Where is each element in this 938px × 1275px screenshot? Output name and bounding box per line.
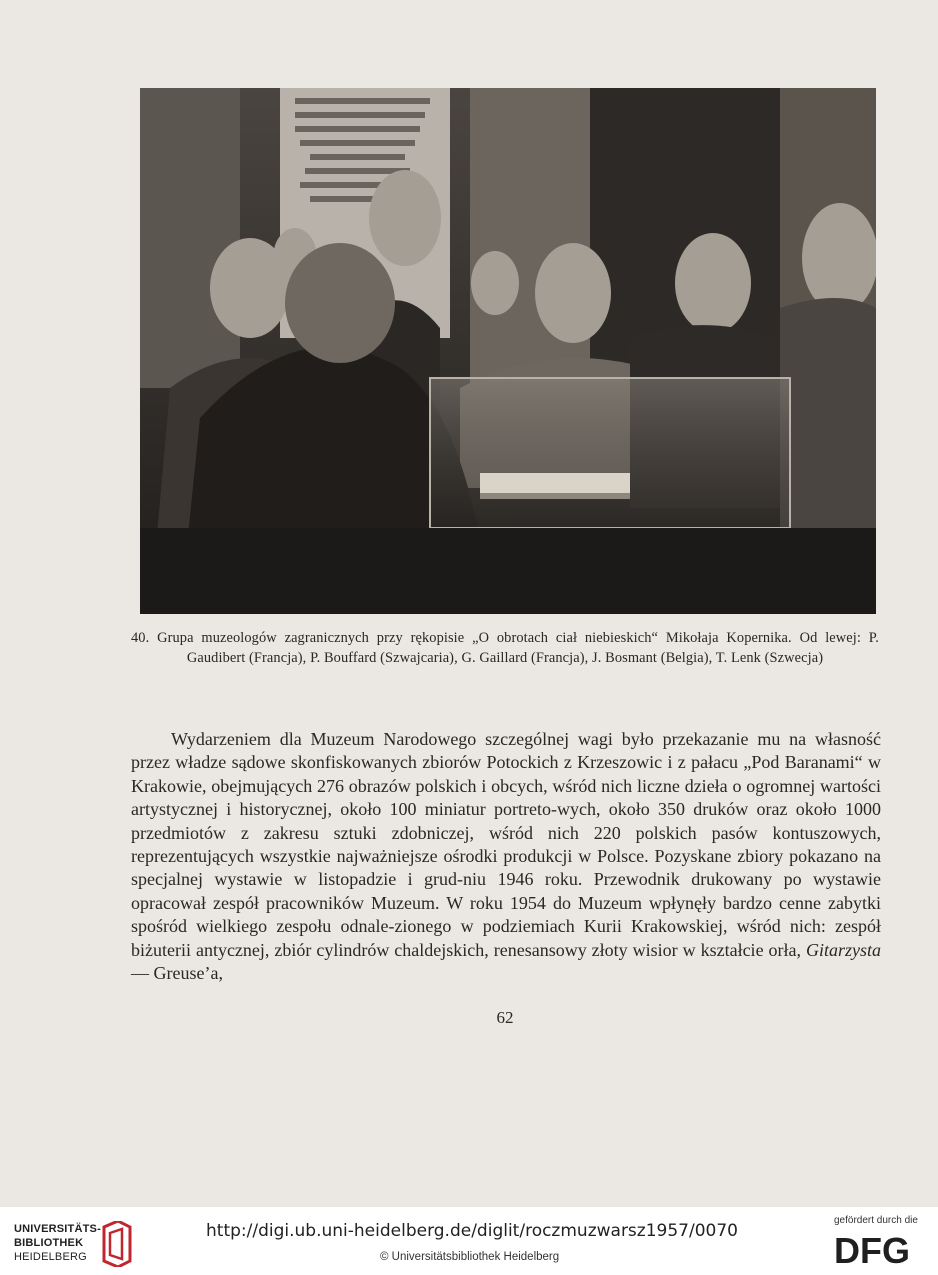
photo-caption: 40. Grupa muzeologów zagranicznych przy rękopisie „O obrotach ciał niebieskich“ Mikołaja Kopernika. Od lewej: P. Gaudibert (Francja), P. Bouffard (Szwajcaria), G. Gaillard (Francja), J. Bosmant (Belgia), T. Lenk (Szwecja) [131,630,879,666]
library-name-line3: HEIDELBERG [14,1251,87,1263]
digitization-footer [0,1207,938,1275]
paragraph-text-end: — Greuse’a, [131,963,223,984]
photo-illustration [140,88,876,614]
library-name-line1: UNIVERSITÄTS- [14,1223,101,1235]
display-case [430,378,790,528]
library-name-line2: BIBLIOTHEK [14,1237,84,1249]
dfg-logo-icon [834,1231,924,1267]
dfg-sponsor-logo[interactable] [834,1215,924,1267]
permalink-url[interactable]: http://digi.ub.uni-heidelberg.de/diglit/roczmuzwarsz1957/0070 [206,1221,738,1241]
library-emblem-icon [100,1221,134,1267]
paragraph-text: Wydarzeniem dla Muzeum Narodowego szczególnej wagi było przekazanie mu na własność przez władze sądowe skonfiskowanych zbiorów Potockich z Krzeszowic i z pałacu „Pod Baranami“ w Krakowie, obejmujących 276 obrazów polskich i obcych, wśród nich liczne dzieła o ogromnej wartości artystycznej i historycznej, około 100 miniatur portreto-wych, około 350 druków oraz około 1000 przedmiotów z zakresu sztuki zdobniczej, wśród nich 220 polskich pasów kontuszowych, reprezentujących wszystkie najważniejsze ośrodki produkcji w Polsce. Pozyskane zbiory pokazano na specjalnej wystawie w listopadzie i grud-niu 1946 roku. Przewodnik drukowany po wystawie opracował zespół pracowników Muzeum. W roku 1954 do Muzeum wpłynęły bardzo cenne zabytki spośród wielkiego zespołu odnale-zionego w podziemiach Kurii Krakowskiej, wśród nich: zespół biżuterii antycznej, zbiór cylindrów chaldejskich, renesansowy złoty wisior w kształcie orła, [131,729,881,960]
page-number: 62 [496,1008,514,1027]
museum-group-photo [140,88,876,614]
artwork-title: Gitarzysta [805,939,881,960]
copyright-notice: © Universitätsbibliothek Heidelberg [380,1251,560,1263]
sponsor-text: gefördert durch die [834,1215,918,1226]
body-paragraph [131,728,881,985]
dfg-logo-text: DFG [834,1231,910,1267]
library-logo[interactable] [14,1221,134,1267]
body-text [131,728,881,985]
